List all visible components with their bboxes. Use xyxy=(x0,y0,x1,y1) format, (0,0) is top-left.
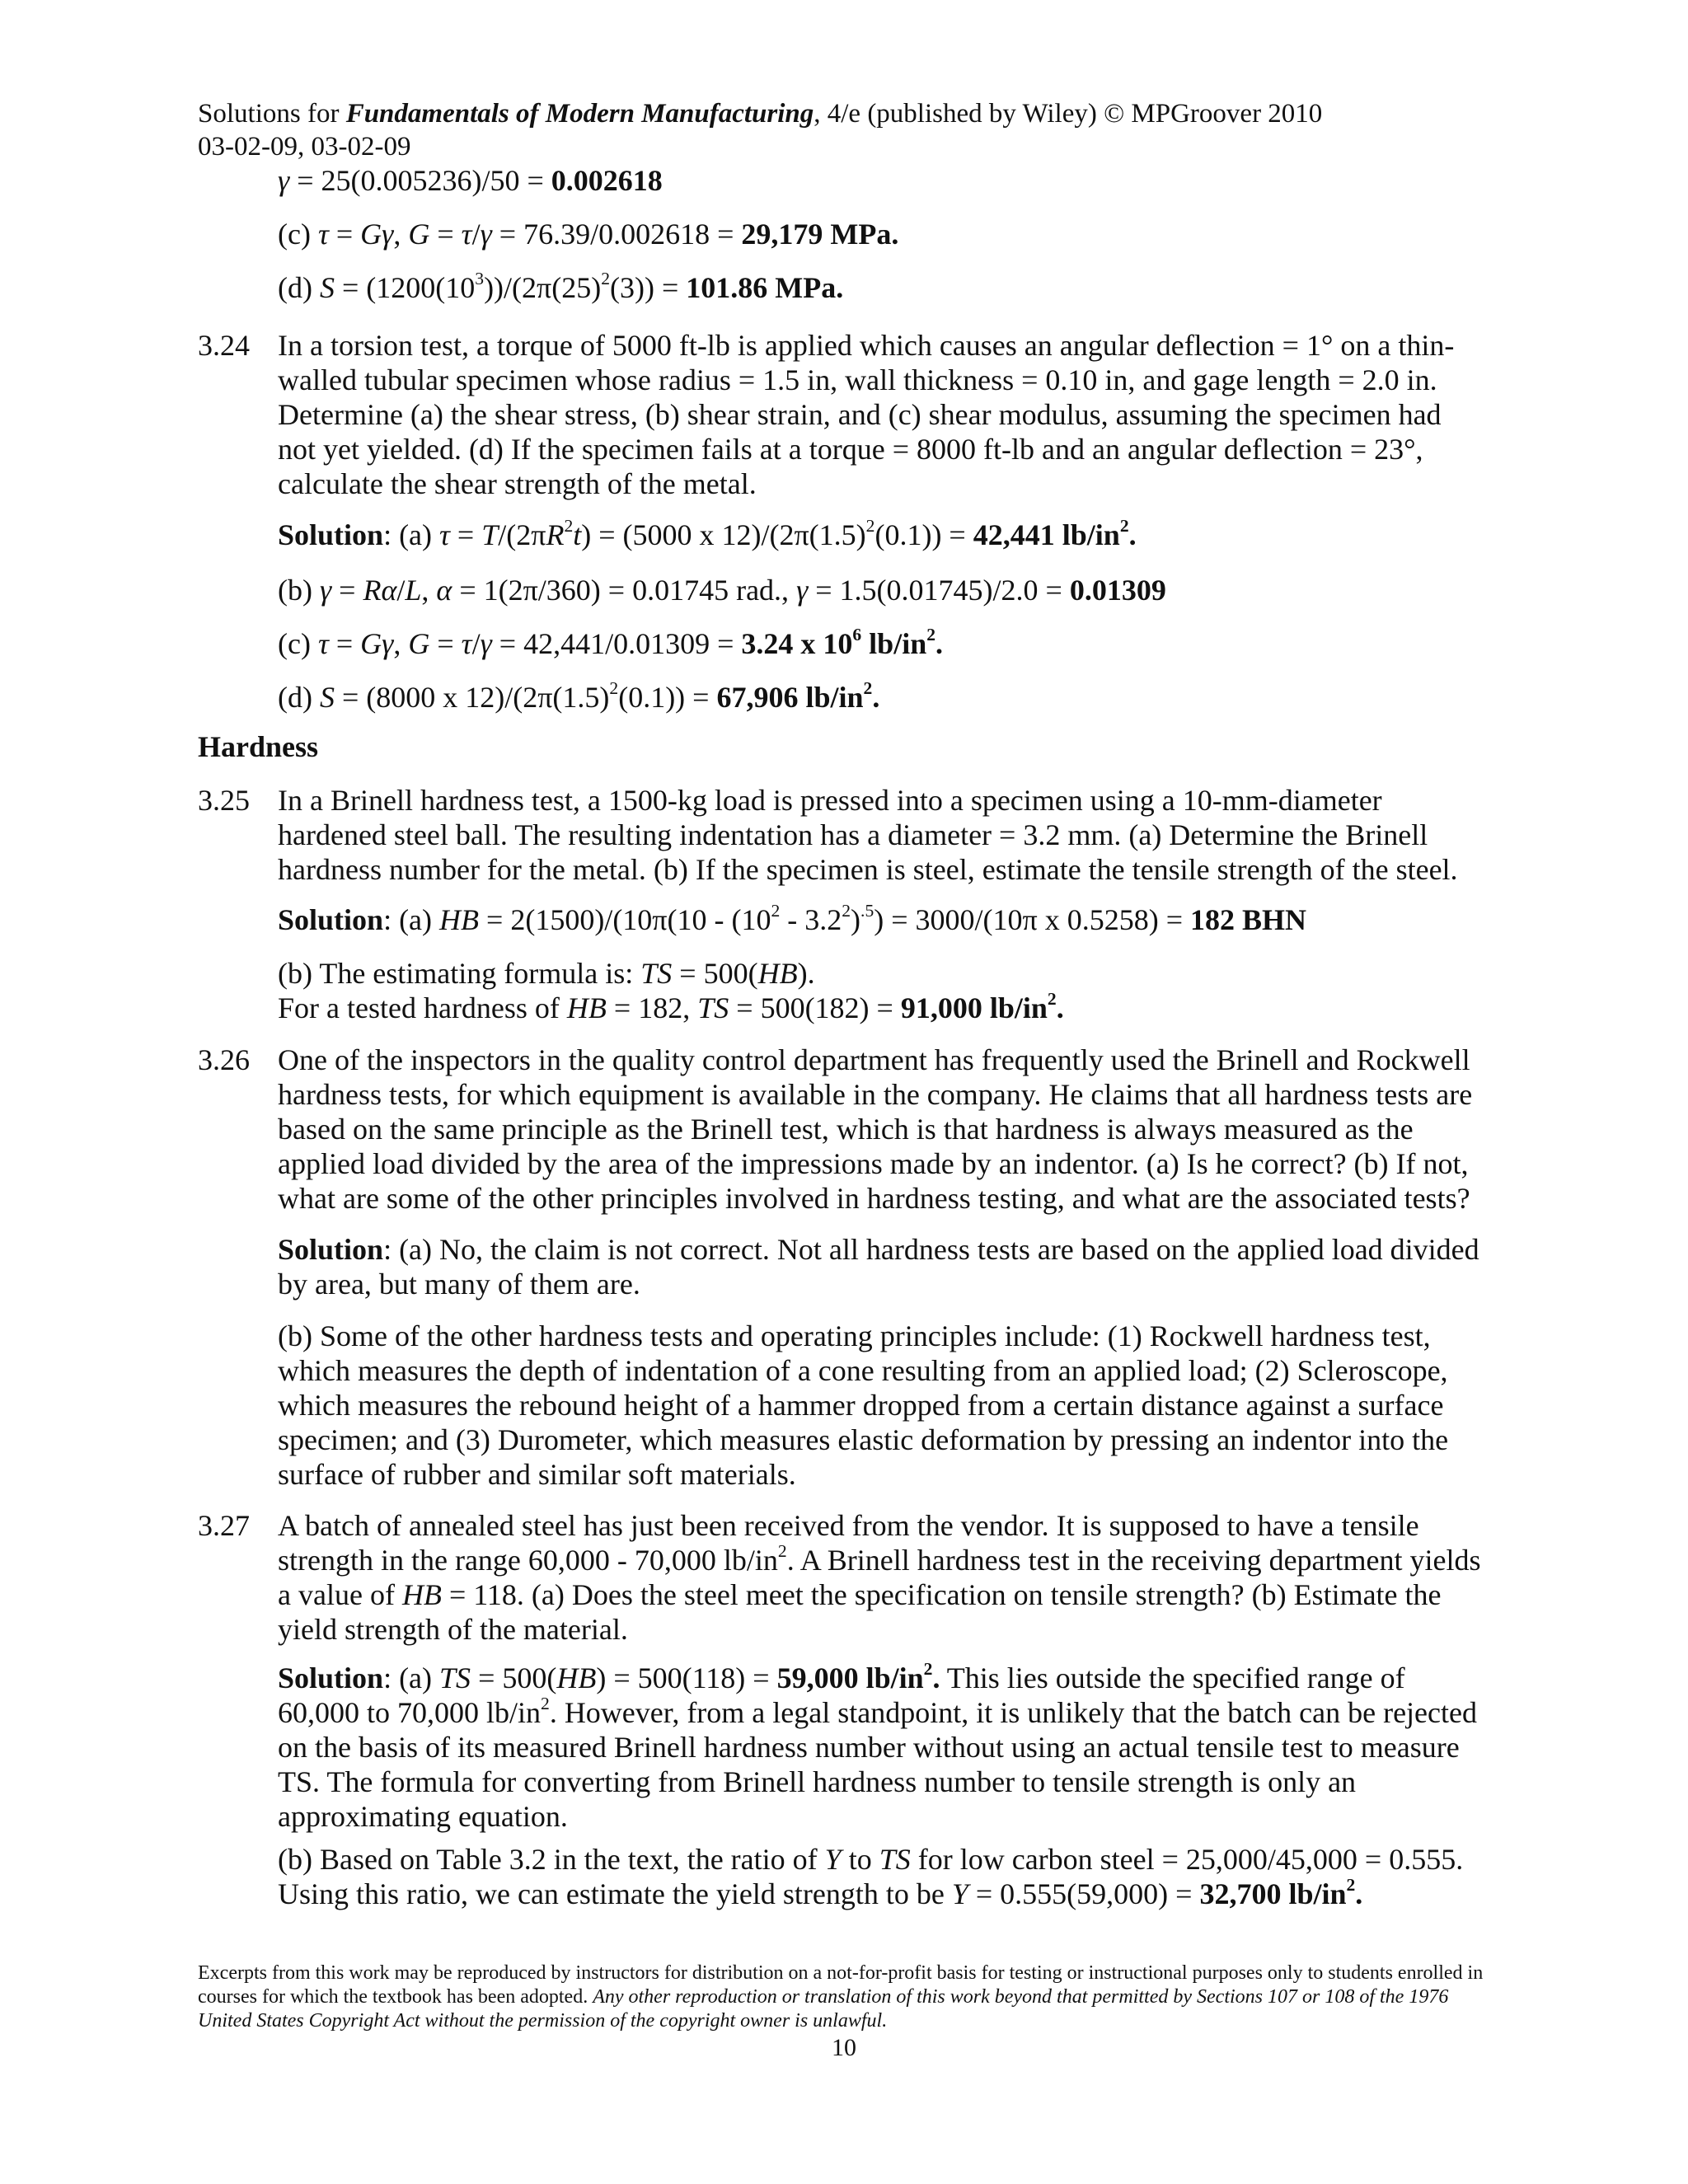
problem-number: 3.27 xyxy=(198,1509,250,1542)
problem-number: 3.25 xyxy=(198,784,250,817)
solution-line: (b) γ = Rα/L, α = 1(2π/360) = 0.01745 rad., γ = 1.5(0.01745)/2.0 = 0.01309 xyxy=(278,574,1166,607)
problem-text: In a torsion test, a torque of 5000 ft-lb is applied which causes an angular deflection = 1° on a thin-walled tubular specimen whose radius = 1.5 in, wall thickness = 0.10 in, and gage length = 2.0 in. Determine (a) the shear stress, (b) shear strain, and (c) shear modulus, assuming the specimen had not yet yielded. (d) If the specimen fails at a torque = 8000 ft-lb and an angular deflection = 23°, calculate the shear strength of the metal. xyxy=(278,329,1455,500)
page-header xyxy=(198,97,1322,163)
header-dates: 03-02-09, 03-02-09 xyxy=(198,132,411,162)
problem-3-26 xyxy=(198,1043,1484,1216)
problem-3-25 xyxy=(198,783,1484,887)
problem-number: 3.24 xyxy=(198,329,250,362)
problem-3-24 xyxy=(198,328,1484,501)
copyright-footer: Excerpts from this work may be reproduced by instructors for distribution on a not-for-profit basis for testing or instructional purposes only to students enrolled in courses for which the textbook has been adopted. Any other reproduction or translation of this work beyond that permitted by Sections 107 or 108 of the 1976 United States Copyright Act without the permission of the copyright owner is unlawful. xyxy=(198,1962,1484,2032)
solution-line: Solution: (a) $\tau = T/(2\pi R^2t) = (5000$ x $12)/(2\pi(1.5)^2(0.1)) = 42,441$ $lb/in^2$. xyxy=(278,515,1137,551)
solution-paragraph: Solution: (a) No, the claim is not correct. Not all hardness tests are based on the applied load divided by area, but many of them are. xyxy=(278,1233,1479,1301)
solution-line: (d) S = (8000 x $12)/(2\pi(1.5)^2(0.1)) = 67,906$ $lb/in^2$. xyxy=(278,677,880,714)
solution-line: γ = 25(0.005236)/50 = 0.002618 xyxy=(278,164,663,197)
page-number: 10 xyxy=(832,2034,856,2061)
book-title: Fundamentals of Modern Manufacturing xyxy=(345,99,814,129)
problem-text: In a Brinell hardness test, a 1500-kg load is pressed into a specimen using a 10-mm-diameter hardened steel ball. The resulting indentation has a diameter = 3.2 mm. (a) Determine the Brinell hardness number for the metal. (b) If the specimen is steel, estimate the tensile strength of the steel. xyxy=(278,784,1458,886)
problem-text: A batch of annealed steel has just been received from the vendor. It is supposed to have a tensile strength in the range 60,000 - 70,000 $lb/in^2$. A Brinell hardness test in the receiving department yields a value of HB = 118. (a) Does the steel meet the specification on tensile strength? (b) Estimate the yield strength of the material. xyxy=(278,1509,1481,1646)
solution-paragraph: (b) Based on Table 3.2 in the text, the ratio of Y to TS for low carbon steel = 25,000/45,000 = 0.555. Using this ratio, we can estimate the yield strength to be Y = 0.555(59,000) = 32,700 $lb/in^2$. xyxy=(278,1843,1464,1910)
solution-line: (b) The estimating formula is: TS = 500(HB). For a tested hardness of HB = 182, TS = 500(182) = 91,000 $lb/in^2$. xyxy=(278,957,1064,1024)
problem-3-27 xyxy=(198,1508,1484,1647)
solution-line: (d) $S = (1200(10^3))/(2\pi(25)^2(3)) = 101.86$ MPa. xyxy=(278,268,844,304)
solution-paragraph: (b) Some of the other hardness tests and operating principles include: (1) Rockwell hardness test, which measures the depth of indentation of a cone resulting from an applied load; (2) Scleroscope, which measures the rebound height of a hammer dropped from a certain distance against a surface specimen; and (3) Durometer, which measures elastic deformation by pressing an indentor into the surface of rubber and similar soft materials. xyxy=(278,1319,1449,1491)
header-line: Solutions for Fundamentals of Modern Manufacturing, 4/e (published by Wiley) © MPGroover 2010 xyxy=(198,99,1323,129)
problem-number: 3.26 xyxy=(198,1043,250,1076)
solution-line: Solution: (a) HB = $2(1500)/(10\pi(10 - (10^2 - 3.2^2)^{.5}) = 3000/(10\pi$ x 0.5258) = 182 BHN xyxy=(278,900,1307,936)
solution-paragraph: Solution: (a) TS = 500(HB) = 500(118) = 59,000 $lb/in^2$. This lies outside the specified range of 60,000 to 70,000 $lb/in^2$. However, from a legal standpoint, it is unlikely that the batch can be rejected on the basis of its measured Brinell hardness number without using an actual tensile test to measure TS. The formula for converting from Brinell hardness number to tensile strength is only an approximating equation. xyxy=(278,1658,1477,1833)
solution-line: (c) τ = Gγ, G = τ/γ = 42,441/0.01309 = 3.24 x $10^6$ $lb/in^2$. xyxy=(278,624,944,660)
solution-line: (c) τ = Gγ, G = τ/γ = 76.39/0.002618 = 29,179 MPa. xyxy=(278,218,899,251)
section-heading-hardness: Hardness xyxy=(198,730,319,763)
problem-text: One of the inspectors in the quality control department has frequently used the Brinell and Rockwell hardness tests, for which equipment is available in the company. He claims that all hardness tests are based on the same principle as the Brinell test, which is that hardness is always measured as the applied load divided by the area of the impressions made by an indentor. (a) Is he correct? (b) If not, what are some of the other principles involved in hardness testing, and what are the associated tests? xyxy=(278,1043,1473,1215)
